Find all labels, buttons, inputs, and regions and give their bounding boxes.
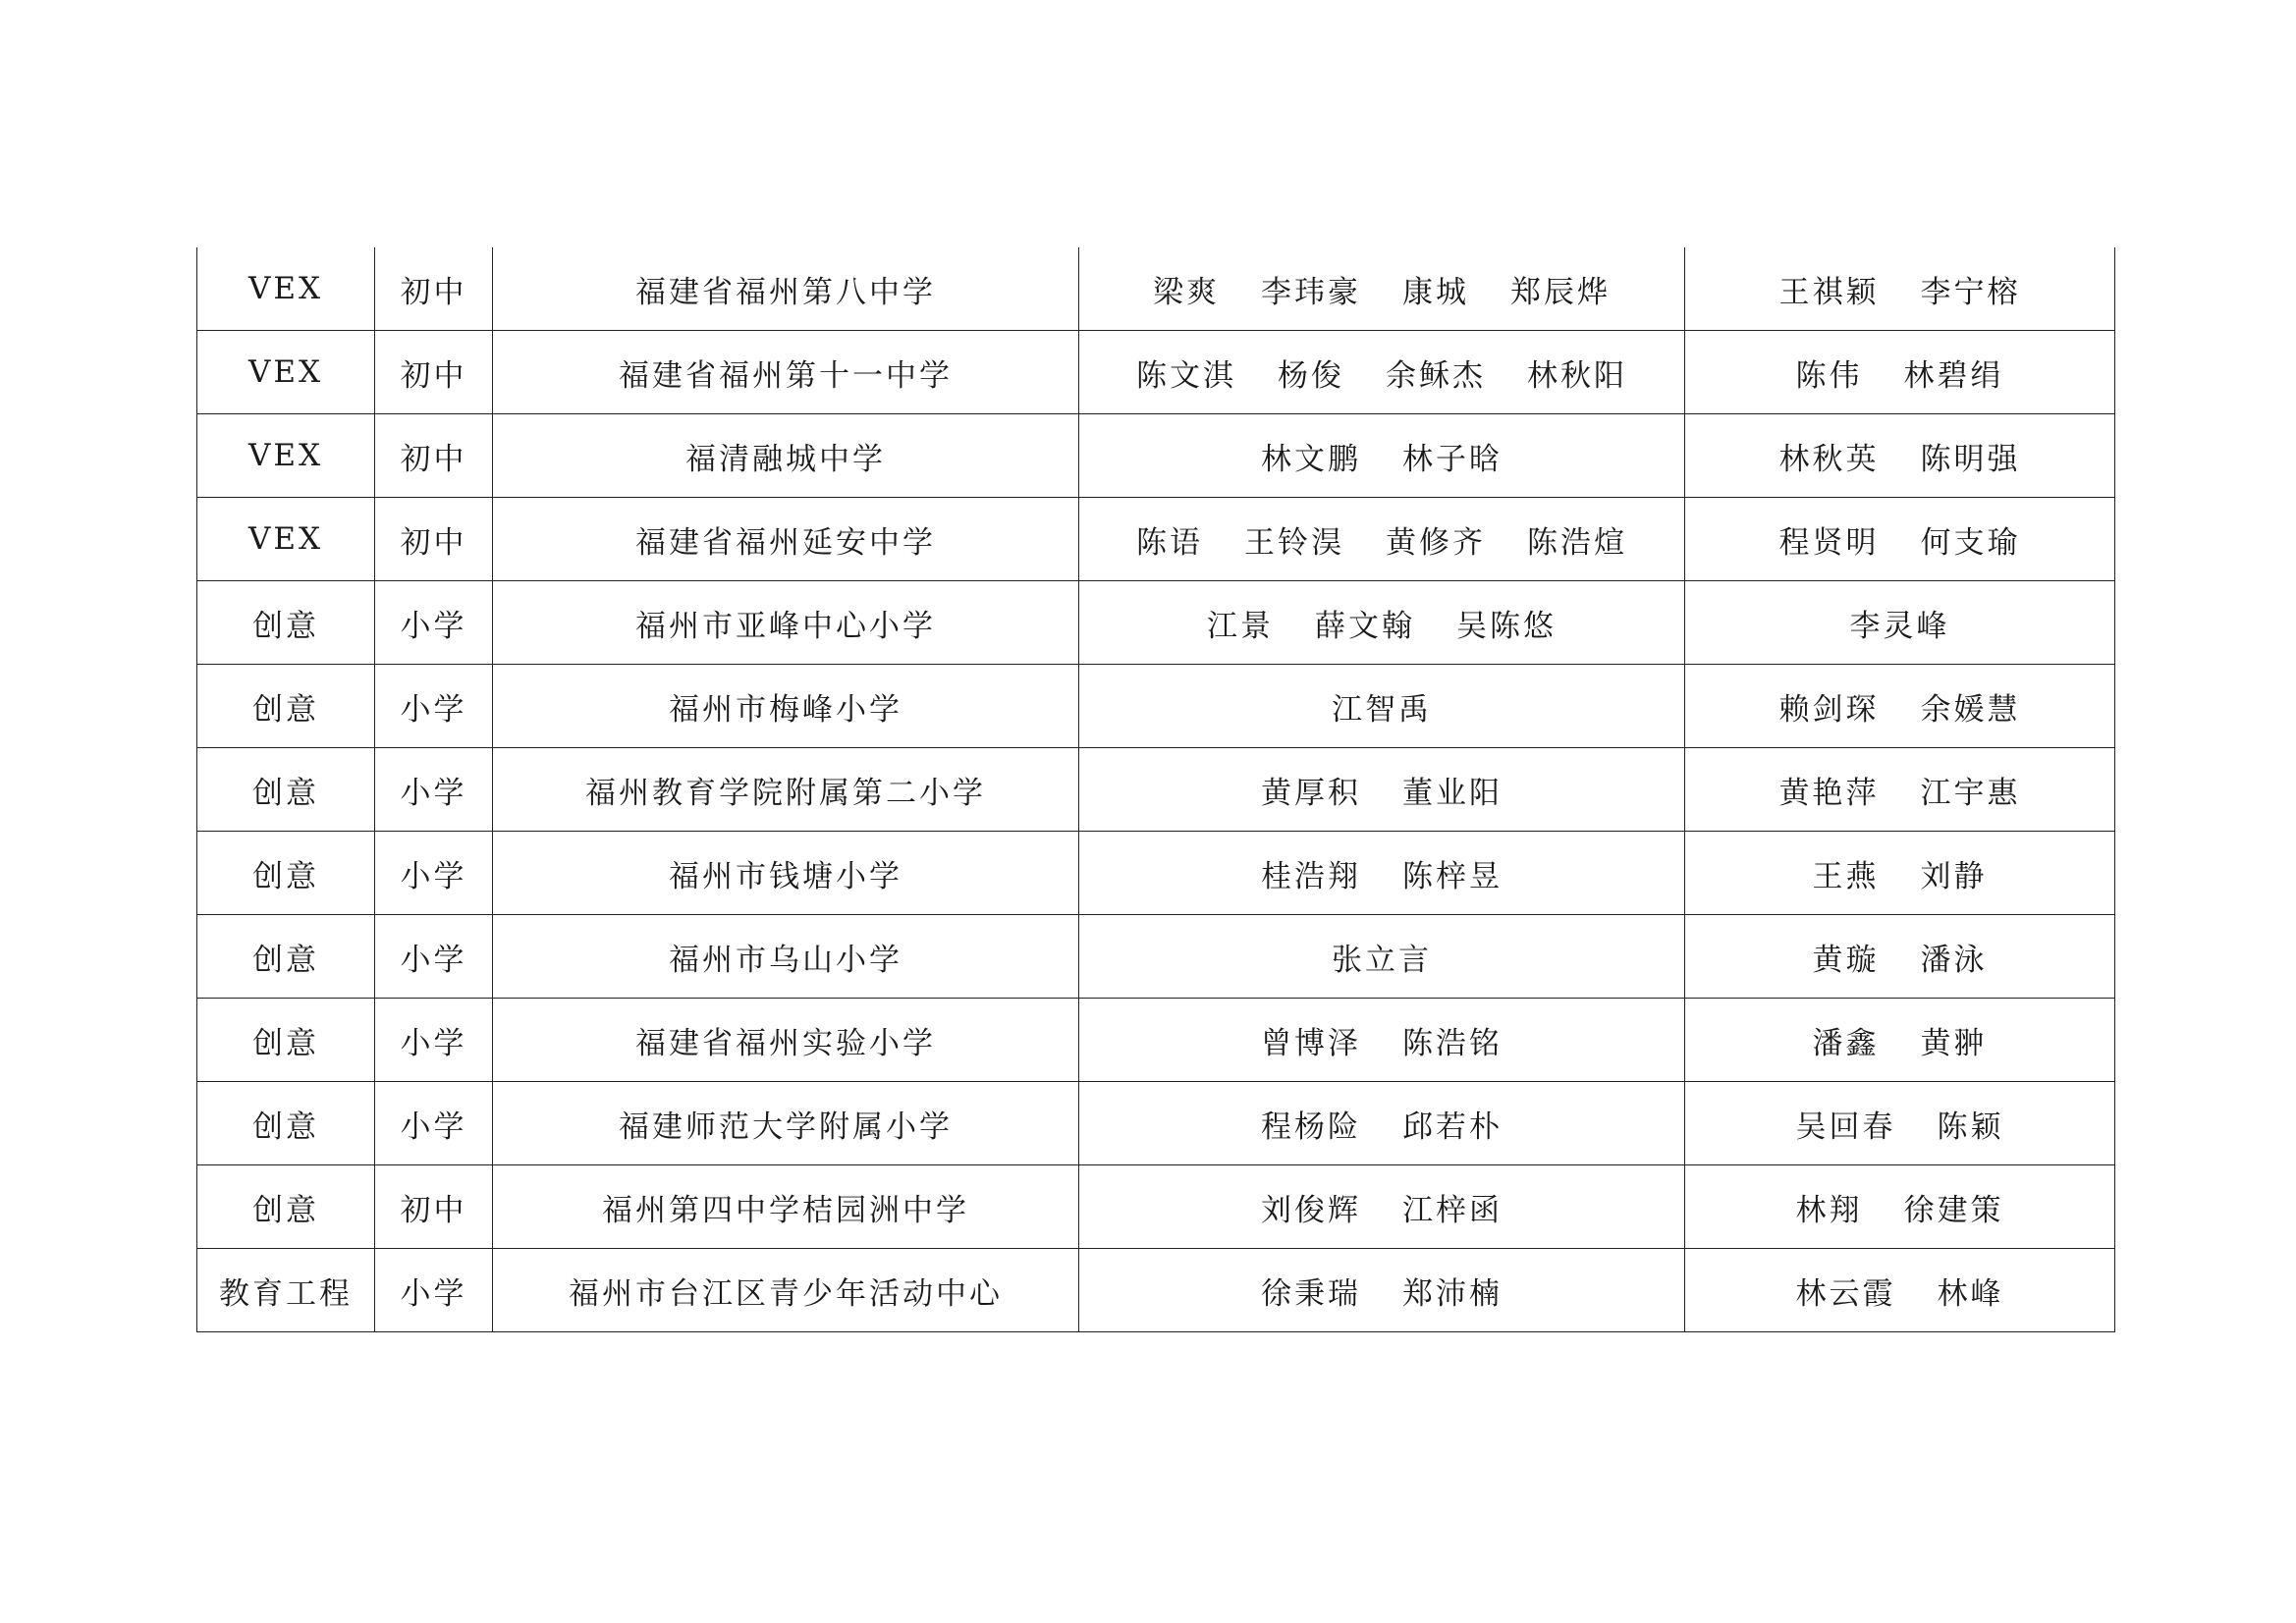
student-name: 吴陈悠 (1456, 608, 1557, 644)
table-row (197, 331, 2115, 414)
teacher-name: 程贤明 (1778, 524, 1880, 561)
teacher-name: 余媛慧 (1920, 691, 2021, 728)
award-roster-table (196, 247, 2115, 1332)
teacher-name: 何支瑜 (1920, 524, 2021, 561)
student-name: 陈文淇 (1136, 357, 1236, 394)
school-cell: 福州市钱塘小学 (493, 832, 1079, 915)
teachers-cell (1685, 414, 2115, 498)
teacher-name: 林翔 (1795, 1192, 1863, 1228)
teacher-name: 林云霞 (1795, 1275, 1896, 1312)
students-cell (1079, 1165, 1685, 1249)
students-cell (1079, 1249, 1685, 1332)
student-name: 林文鹏 (1261, 441, 1361, 477)
school-cell: 福州市乌山小学 (493, 915, 1079, 999)
school-cell: 福州市亚峰中心小学 (493, 581, 1079, 665)
project-cell: 创意 (197, 832, 375, 915)
level-cell: 小学 (375, 1249, 493, 1332)
table-row (197, 748, 2115, 832)
school-cell: 福建省福州第八中学 (493, 247, 1079, 331)
student-name: 梁爽 (1153, 274, 1220, 310)
level-cell: 小学 (375, 999, 493, 1082)
level-cell: 小学 (375, 581, 493, 665)
student-name: 桂浩翔 (1261, 858, 1361, 894)
teachers-cell (1685, 915, 2115, 999)
teacher-name: 李灵峰 (1849, 608, 1950, 644)
teacher-name: 徐建策 (1903, 1192, 2004, 1228)
student-name: 余稣杰 (1386, 357, 1486, 394)
table-row (197, 665, 2115, 748)
student-name: 徐秉瑞 (1261, 1275, 1361, 1312)
teachers-cell (1685, 247, 2115, 331)
students-cell (1079, 414, 1685, 498)
teachers-cell (1685, 1165, 2115, 1249)
teacher-name: 赖剑琛 (1778, 691, 1880, 728)
teachers-cell (1685, 1082, 2115, 1165)
teacher-name: 陈明强 (1920, 441, 2021, 477)
table-row (197, 832, 2115, 915)
school-cell: 福建师范大学附属小学 (493, 1082, 1079, 1165)
level-cell: 初中 (375, 498, 493, 581)
school-cell: 福清融城中学 (493, 414, 1079, 498)
students-cell (1079, 331, 1685, 414)
teachers-cell (1685, 999, 2115, 1082)
project-cell: VEX (197, 414, 375, 498)
project-cell: 创意 (197, 1082, 375, 1165)
students-cell (1079, 665, 1685, 748)
teacher-name: 林峰 (1937, 1275, 2004, 1312)
student-name: 张立言 (1332, 942, 1432, 978)
student-name: 黄修齐 (1386, 524, 1486, 561)
teacher-name: 陈颖 (1937, 1109, 2004, 1145)
student-name: 陈语 (1136, 524, 1203, 561)
table-row (197, 1249, 2115, 1332)
student-name: 程杨险 (1261, 1109, 1361, 1145)
student-name: 林子晗 (1402, 441, 1503, 477)
student-name: 江景 (1207, 608, 1274, 644)
teachers-cell (1685, 748, 2115, 832)
project-cell: 创意 (197, 999, 375, 1082)
students-cell (1079, 915, 1685, 999)
table-row (197, 1082, 2115, 1165)
table-body (197, 247, 2115, 1332)
school-cell: 福州市梅峰小学 (493, 665, 1079, 748)
teacher-name: 吴回春 (1795, 1109, 1896, 1145)
project-cell: 创意 (197, 581, 375, 665)
teacher-name: 林秋英 (1778, 441, 1880, 477)
table-row (197, 1165, 2115, 1249)
teachers-cell (1685, 665, 2115, 748)
students-cell (1079, 498, 1685, 581)
teacher-name: 黄翀 (1920, 1025, 1988, 1061)
student-name: 杨俊 (1278, 357, 1344, 394)
school-cell: 福州教育学院附属第二小学 (493, 748, 1079, 832)
students-cell (1079, 832, 1685, 915)
teacher-name: 陈伟 (1795, 357, 1863, 394)
level-cell: 初中 (375, 331, 493, 414)
teachers-cell (1685, 581, 2115, 665)
project-cell: 创意 (197, 1165, 375, 1249)
level-cell: 初中 (375, 1165, 493, 1249)
project-cell: VEX (197, 498, 375, 581)
school-cell: 福建省福州实验小学 (493, 999, 1079, 1082)
student-name: 郑沛楠 (1402, 1275, 1503, 1312)
level-cell: 初中 (375, 414, 493, 498)
level-cell: 小学 (375, 665, 493, 748)
student-name: 董业阳 (1402, 775, 1503, 811)
student-name: 王铃淏 (1244, 524, 1344, 561)
student-name: 林秋阳 (1527, 357, 1627, 394)
table-row (197, 999, 2115, 1082)
students-cell (1079, 247, 1685, 331)
level-cell: 小学 (375, 915, 493, 999)
teachers-cell (1685, 498, 2115, 581)
teacher-name: 王燕 (1812, 858, 1880, 894)
school-cell: 福州市台江区青少年活动中心 (493, 1249, 1079, 1332)
teacher-name: 江宇惠 (1920, 775, 2021, 811)
student-name: 曾博泽 (1261, 1025, 1361, 1061)
teacher-name: 林碧绢 (1903, 357, 2004, 394)
teachers-cell (1685, 331, 2115, 414)
student-name: 江智禹 (1332, 691, 1432, 728)
students-cell (1079, 1082, 1685, 1165)
school-cell: 福建省福州第十一中学 (493, 331, 1079, 414)
teacher-name: 王祺颖 (1778, 274, 1880, 310)
level-cell: 小学 (375, 832, 493, 915)
project-cell: 教育工程 (197, 1249, 375, 1332)
teacher-name: 潘鑫 (1812, 1025, 1880, 1061)
student-name: 郑辰烨 (1510, 274, 1611, 310)
teacher-name: 黄艳萍 (1778, 775, 1880, 811)
table-row (197, 247, 2115, 331)
teachers-cell (1685, 1249, 2115, 1332)
school-cell: 福州第四中学桔园洲中学 (493, 1165, 1079, 1249)
student-name: 刘俊辉 (1261, 1192, 1361, 1228)
teachers-cell (1685, 832, 2115, 915)
level-cell: 小学 (375, 1082, 493, 1165)
teacher-name: 黄璇 (1812, 942, 1880, 978)
table-row (197, 581, 2115, 665)
project-cell: 创意 (197, 915, 375, 999)
student-name: 陈浩铭 (1402, 1025, 1503, 1061)
student-name: 陈浩煊 (1527, 524, 1627, 561)
table-row (197, 414, 2115, 498)
students-cell (1079, 999, 1685, 1082)
student-name: 邱若朴 (1402, 1109, 1503, 1145)
students-cell (1079, 748, 1685, 832)
student-name: 康城 (1402, 274, 1469, 310)
teacher-name: 潘泳 (1920, 942, 1988, 978)
table-row (197, 915, 2115, 999)
teacher-name: 李宁榕 (1920, 274, 2021, 310)
project-cell: 创意 (197, 748, 375, 832)
teacher-name: 刘静 (1920, 858, 1988, 894)
school-cell: 福建省福州延安中学 (493, 498, 1079, 581)
student-name: 李玮豪 (1261, 274, 1361, 310)
student-name: 陈梓昱 (1402, 858, 1503, 894)
level-cell: 小学 (375, 748, 493, 832)
student-name: 薛文翰 (1315, 608, 1415, 644)
project-cell: VEX (197, 331, 375, 414)
project-cell: 创意 (197, 665, 375, 748)
table-row (197, 498, 2115, 581)
project-cell: VEX (197, 247, 375, 331)
students-cell (1079, 581, 1685, 665)
student-name: 黄厚积 (1261, 775, 1361, 811)
level-cell: 初中 (375, 247, 493, 331)
student-name: 江梓函 (1402, 1192, 1503, 1228)
